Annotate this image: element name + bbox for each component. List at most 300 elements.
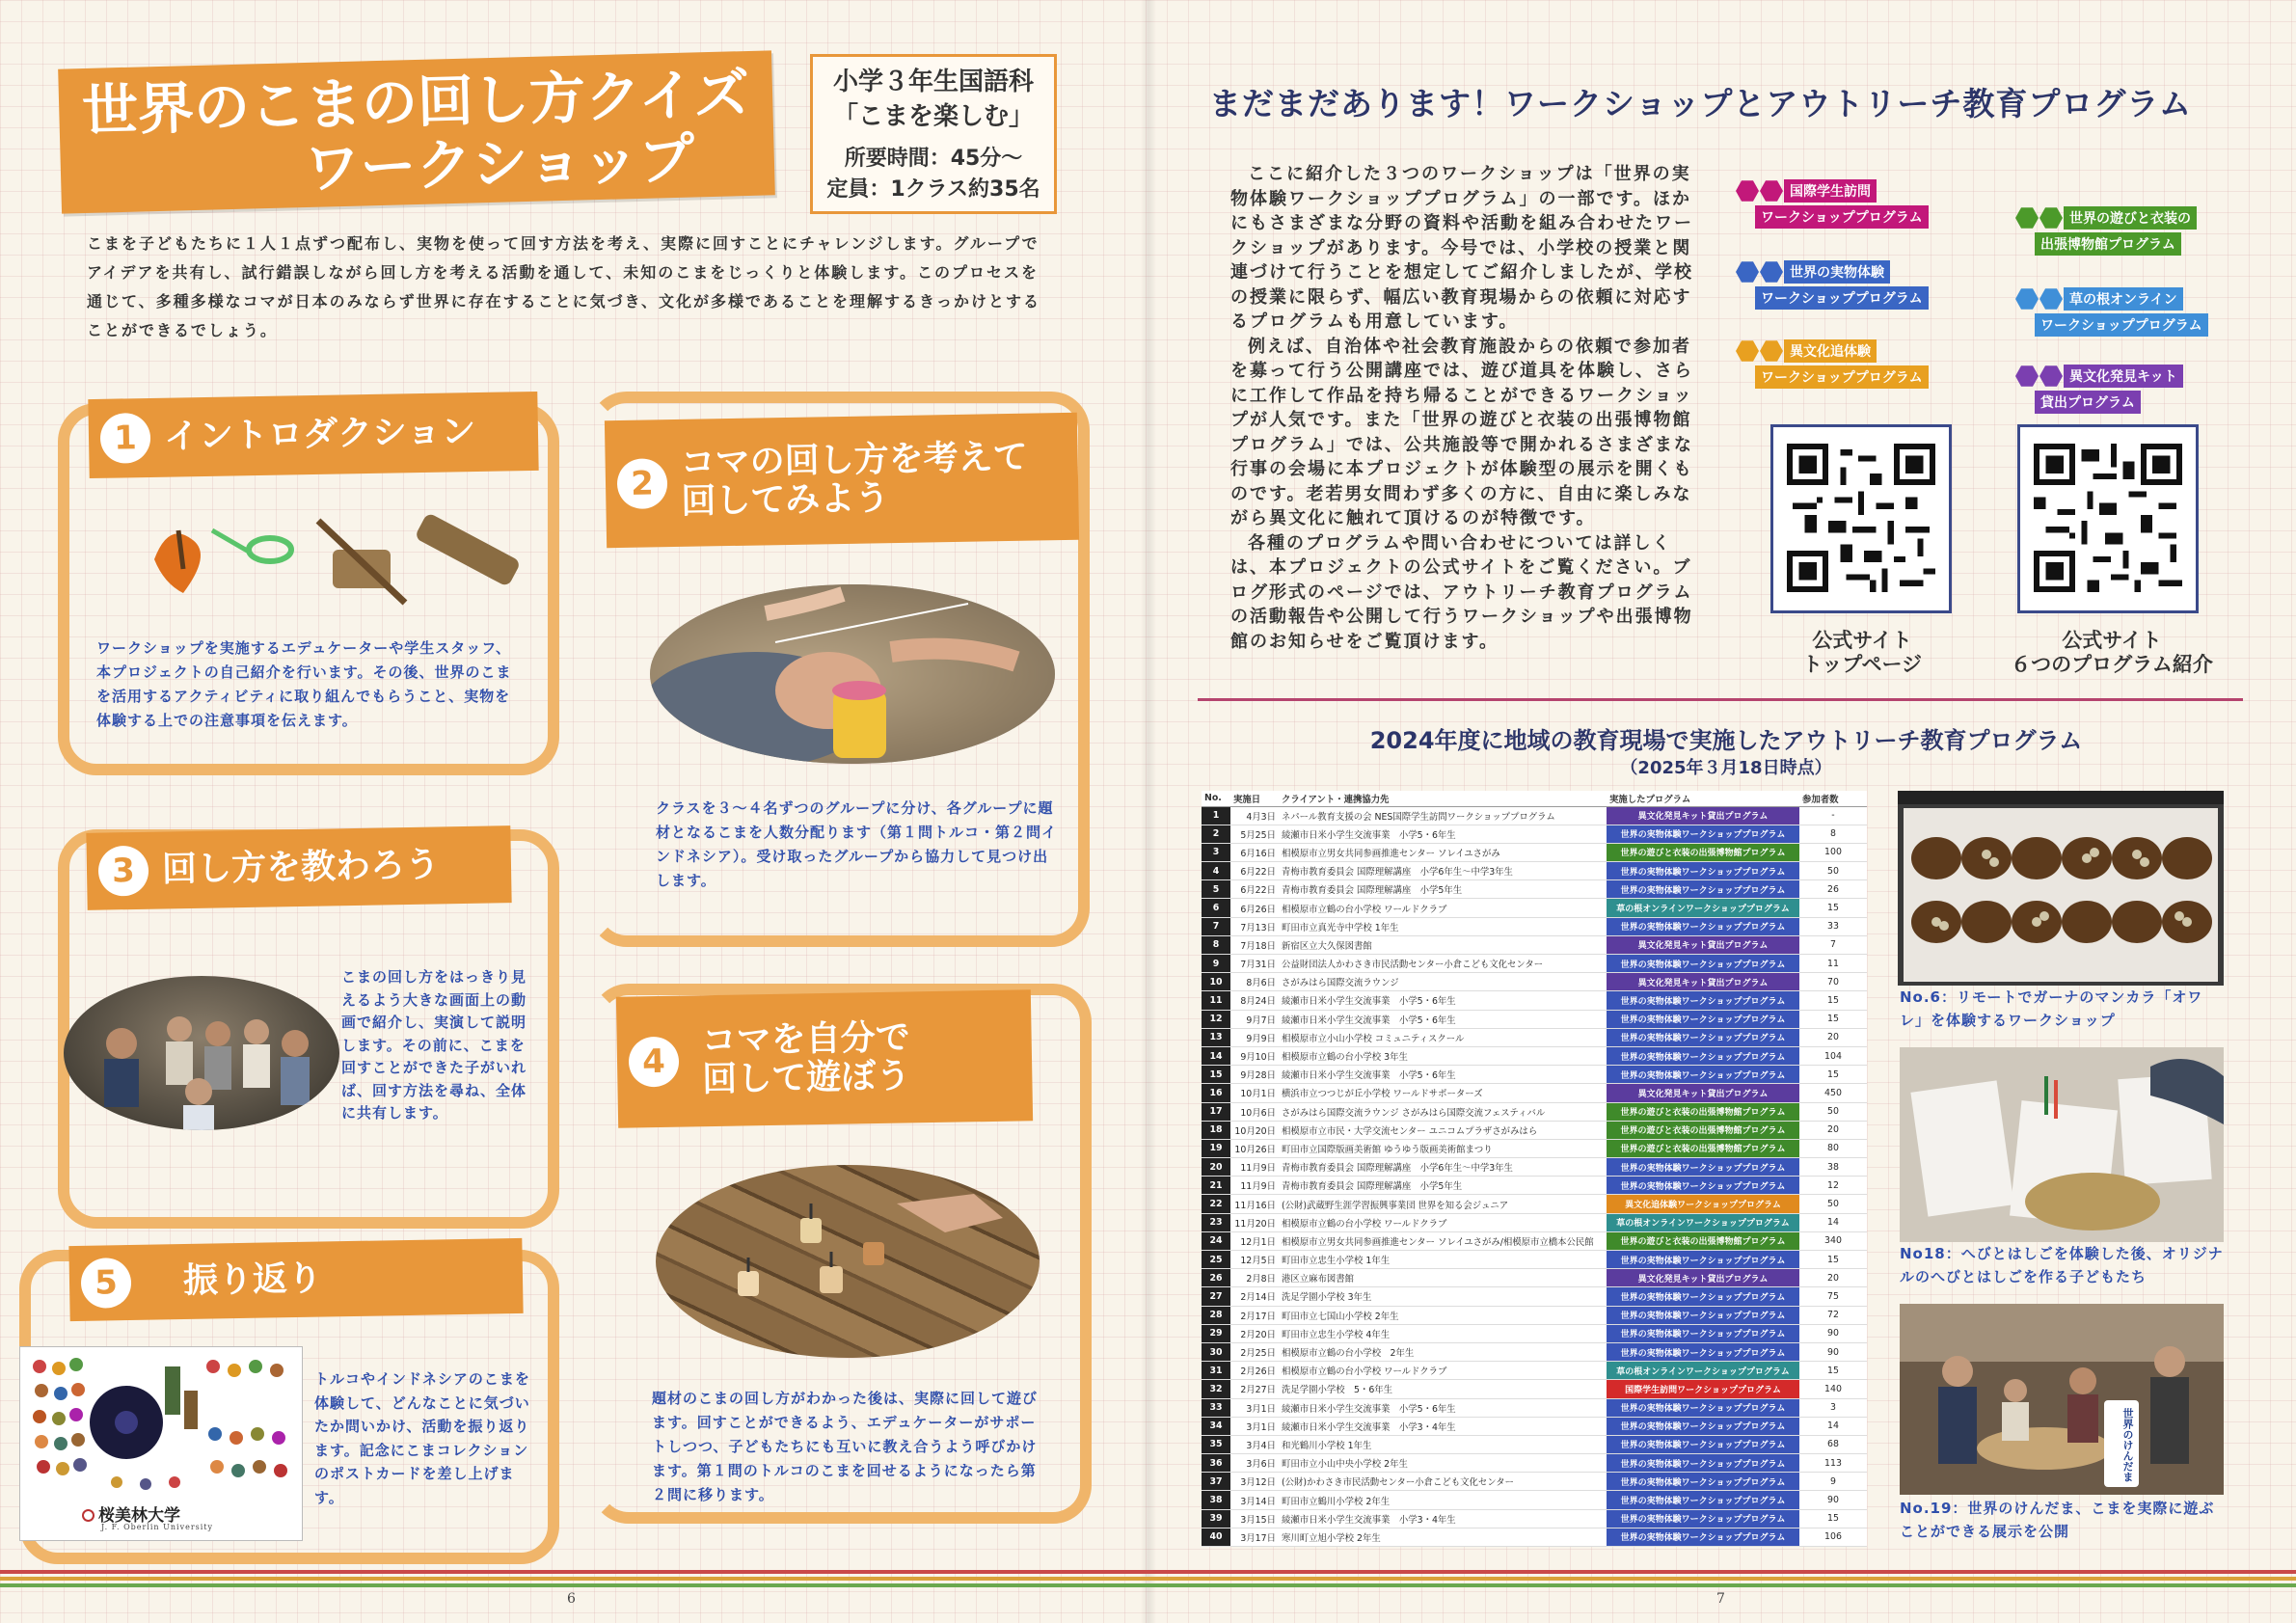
table-cell-client: 綾瀬市日米小学生交流事業 小学5・6年生 [1279, 1010, 1607, 1028]
program-tag-line2: ワークショッププログラム [1755, 286, 1929, 310]
page-number-right: 7 [1716, 1591, 1725, 1607]
table-cell-program: 世界の遊びと衣装の出張博物館プログラム [1607, 1139, 1799, 1157]
table-cell-program: 世界の実物体験ワークショッププログラム [1607, 1066, 1799, 1084]
table-cell-date: 6月22日 [1230, 880, 1279, 899]
qr-code-top-page[interactable] [1770, 424, 1952, 613]
program-tag-line1: 世界の実物体験 [1784, 260, 1890, 284]
outreach-table [1202, 791, 1867, 1547]
table-cell-client: 相模原市立鶴の台小学校 2年生 [1279, 1342, 1607, 1361]
step-1-number: 1 [100, 413, 151, 464]
table-cell-participants: 15 [1799, 991, 1867, 1010]
page-title-line2: ワークショップ [303, 125, 696, 203]
table-cell-participants: 70 [1799, 973, 1867, 991]
table-cell-participants: 50 [1799, 1102, 1867, 1121]
table-cell-program: 世界の実物体験ワークショッププログラム [1607, 1324, 1799, 1342]
table-cell-participants: 11 [1799, 955, 1867, 973]
table-cell-client: 港区立麻布図書館 [1279, 1269, 1607, 1287]
table-cell-participants: 20 [1799, 1028, 1867, 1046]
table-row [1202, 899, 1867, 917]
step-4-number: 4 [629, 1037, 680, 1088]
table-cell-client: 和光鶴川小学校 1年生 [1279, 1435, 1607, 1453]
table-row [1202, 955, 1867, 973]
table-cell-no: 28 [1202, 1306, 1230, 1324]
table-cell-program: 異文化発見キット貸出プログラム [1607, 973, 1799, 991]
table-cell-date: 3月4日 [1230, 1435, 1279, 1453]
step-3-number: 3 [98, 846, 149, 897]
table-row [1202, 825, 1867, 843]
page-title-line1: 世界のこまの回し方クイズ [81, 60, 751, 145]
bottom-stripes [0, 1570, 2296, 1587]
hex-icon [1736, 179, 1759, 203]
table-cell-no: 33 [1202, 1398, 1230, 1417]
table-cell-participants: 90 [1799, 1491, 1867, 1509]
table-cell-program: 世界の実物体験ワークショッププログラム [1607, 1528, 1799, 1546]
info-unit: 「こまを楽しむ」 [832, 102, 1034, 131]
table-cell-date: 7月13日 [1230, 917, 1279, 935]
hex-icon [2015, 206, 2039, 230]
program-tag-line2: 出張博物館プログラム [2035, 232, 2181, 256]
intro-text: こまを子どもたちに１人１点ずつ配布し、実物を使って回す方法を考え、実際に回すことにチャレンジします。グループでアイデアを共有し、試行錯誤しながら回し方を考える活動を通して、未知のこまをじっくりと体験します。このプロセスを通じて、多種多様なコマが日本のみならず世界に存在することに気づき、文化が多様であることを理解するきっかけとすることができるでしょう。 [87, 234, 1041, 339]
page-number-left: 6 [567, 1591, 576, 1607]
table-cell-program: 草の根オンラインワークショッププログラム [1607, 1213, 1799, 1231]
step-1-header [88, 392, 538, 478]
program-tag-line1: 国際学生訪問 [1784, 179, 1877, 203]
table-cell-client: さがみはら国際交流ラウンジ さがみはら国際交流フェスティバル [1279, 1102, 1607, 1121]
table-row [1202, 1102, 1867, 1121]
table-cell-program: 草の根オンラインワークショッププログラム [1607, 899, 1799, 917]
hex-icon [2039, 365, 2063, 388]
table-row [1202, 1380, 1867, 1398]
table-cell-participants: 15 [1799, 1010, 1867, 1028]
step-2-photo [650, 584, 1055, 764]
table-row [1202, 1324, 1867, 1342]
info-duration: 所要時間：45分〜 [844, 147, 1023, 171]
table-cell-no: 12 [1202, 1010, 1230, 1028]
table-cell-participants: 68 [1799, 1435, 1867, 1453]
table-cell-client: 相模原市立鶴の台小学校 ワールドクラブ [1279, 1362, 1607, 1380]
table-cell-no: 4 [1202, 862, 1230, 880]
table-cell-date: 4月3日 [1230, 806, 1279, 825]
table-cell-no: 39 [1202, 1509, 1230, 1528]
step-2-header [605, 413, 1079, 549]
table-cell-no: 34 [1202, 1417, 1230, 1435]
table-cell-client: 町田市立小山中央小学校 2年生 [1279, 1454, 1607, 1473]
table-row [1202, 1342, 1867, 1361]
qr-code-icon [2034, 441, 2182, 595]
right-page-title: まだまだあります！ワークショップとアウトリーチ教育プログラム [1209, 85, 2193, 122]
step-3-title: 回し方を教わろう [161, 845, 441, 890]
qr-code-icon [1787, 441, 1935, 595]
table-cell-program: 世界の実物体験ワークショッププログラム [1607, 1398, 1799, 1417]
table-cell-program: 世界の実物体験ワークショッププログラム [1607, 1306, 1799, 1324]
table-cell-date: 2月26日 [1230, 1362, 1279, 1380]
table-subtitle: （2025年３月18日時点） [1620, 758, 1832, 778]
table-cell-participants: 15 [1799, 1509, 1867, 1528]
table-cell-client: 相模原市立小山小学校 コミュニティスクール [1279, 1028, 1607, 1046]
hex-icon [2039, 206, 2063, 230]
photo-sign-text: 世界のけんだま [2121, 1408, 2134, 1482]
table-cell-no: 37 [1202, 1473, 1230, 1491]
table-row [1202, 1066, 1867, 1084]
table-row [1202, 1046, 1867, 1065]
table-cell-no: 5 [1202, 880, 1230, 899]
table-cell-client: 綾瀬市日米小学生交流事業 小学3・4年生 [1279, 1509, 1607, 1528]
table-row [1202, 843, 1867, 861]
table-cell-participants: - [1799, 806, 1867, 825]
program-tag-kit [2015, 365, 2183, 414]
table-cell-program: 世界の実物体験ワークショッププログラム [1607, 880, 1799, 899]
table-cell-date: 9月28日 [1230, 1066, 1279, 1084]
table-row [1202, 1435, 1867, 1453]
tops-collection-image [20, 1347, 302, 1501]
hex-icon [1760, 260, 1783, 284]
table-cell-no: 18 [1202, 1121, 1230, 1139]
photo-caption-2: No18：へびとはしごを体験した後、オリジナルのへびとはしごを作る子どもたち [1900, 1245, 2224, 1285]
table-row [1202, 1287, 1867, 1306]
table-cell-participants: 15 [1799, 1362, 1867, 1380]
table-cell-client: 町田市立真光寺中学校 1年生 [1279, 917, 1607, 935]
table-row [1202, 1491, 1867, 1509]
hex-icon [2015, 365, 2039, 388]
table-cell-no: 24 [1202, 1231, 1230, 1250]
table-cell-client: 町田市立忠生小学校 1年生 [1279, 1251, 1607, 1269]
table-row [1202, 1362, 1867, 1380]
table-cell-no: 16 [1202, 1084, 1230, 1102]
table-cell-program: 世界の実物体験ワークショッププログラム [1607, 1046, 1799, 1065]
table-row [1202, 806, 1867, 825]
table-cell-date: 10月6日 [1230, 1102, 1279, 1121]
table-cell-client: 相模原市立鶴の台小学校 ワールドクラブ [1279, 1213, 1607, 1231]
table-cell-client: 綾瀬市日米小学生交流事業 小学3・4年生 [1279, 1417, 1607, 1435]
table-cell-client: 相模原市立鶴の台小学校 ワールドクラブ [1279, 899, 1607, 917]
table-cell-date: 3月17日 [1230, 1528, 1279, 1546]
table-cell-client: 町田市立忠生小学校 4年生 [1279, 1324, 1607, 1342]
table-cell-program: 異文化発見キット貸出プログラム [1607, 806, 1799, 825]
table-cell-date: 6月22日 [1230, 862, 1279, 880]
hex-icon [2015, 287, 2039, 311]
table-row [1202, 1158, 1867, 1177]
table-cell-program: 世界の遊びと衣装の出張博物館プログラム [1607, 1121, 1799, 1139]
info-capacity: 定員：1クラス約35名 [826, 177, 1040, 202]
table-cell-client: 洗足学園小学校 5・6年生 [1279, 1380, 1607, 1398]
table-cell-participants: 104 [1799, 1046, 1867, 1065]
table-cell-participants: 15 [1799, 899, 1867, 917]
table-cell-date: 2月20日 [1230, 1324, 1279, 1342]
table-cell-program: 草の根オンラインワークショッププログラム [1607, 1362, 1799, 1380]
table-cell-participants: 20 [1799, 1269, 1867, 1287]
table-row [1202, 1121, 1867, 1139]
table-cell-date: 7月31日 [1230, 955, 1279, 973]
table-cell-date: 9月9日 [1230, 1028, 1279, 1046]
table-cell-no: 9 [1202, 955, 1230, 973]
table-cell-date: 10月1日 [1230, 1084, 1279, 1102]
table-cell-client: (公財)武蔵野生涯学習振興事業団 世界を知る会ジュニア [1279, 1195, 1607, 1213]
university-logo-icon [82, 1509, 95, 1522]
table-row [1202, 991, 1867, 1010]
table-cell-participants: 12 [1799, 1177, 1867, 1195]
step-5-number: 5 [81, 1258, 132, 1309]
table-body [1202, 806, 1867, 1547]
table-cell-client: 相模原市立市民・大学交流センター ユニコムプラザさがみはら [1279, 1121, 1607, 1139]
table-row [1202, 1417, 1867, 1435]
table-cell-client: 町田市立鶴川小学校 2年生 [1279, 1491, 1607, 1509]
program-tag-line2: ワークショッププログラム [1755, 365, 1929, 389]
table-cell-program: 世界の実物体験ワークショッププログラム [1607, 825, 1799, 843]
table-cell-program: 世界の実物体験ワークショッププログラム [1607, 862, 1799, 880]
table-row [1202, 1269, 1867, 1287]
table-cell-program: 世界の実物体験ワークショッププログラム [1607, 1509, 1799, 1528]
hex-icon [2039, 287, 2063, 311]
table-cell-no: 29 [1202, 1324, 1230, 1342]
step-1-text: ワークショップを実施するエデュケーターや学生スタッフ、本プロジェクトの自己紹介を行います。その後、世界のこまを活用するアクティビティに取り組んでもらうこと、実物を体験する上での注意事項を伝えます。 [96, 639, 512, 729]
program-tag-line1: 異文化追体験 [1784, 339, 1877, 363]
table-cell-client: 青梅市教育委員会 国際理解講座 小学5年生 [1279, 880, 1607, 899]
col-header-date: 実施日 [1230, 791, 1279, 806]
table-cell-date: 10月26日 [1230, 1139, 1279, 1157]
program-tag-line2: ワークショッププログラム [2035, 313, 2208, 337]
table-cell-participants: 3 [1799, 1398, 1867, 1417]
table-cell-program: 異文化発見キット貸出プログラム [1607, 1269, 1799, 1287]
table-cell-no: 1 [1202, 806, 1230, 825]
hex-icon [1736, 339, 1759, 363]
program-tag-line1: 世界の遊びと衣装の [2064, 206, 2197, 230]
table-row [1202, 1306, 1867, 1324]
table-cell-date: 5月25日 [1230, 825, 1279, 843]
table-row [1202, 1139, 1867, 1157]
body-paragraph: 各種のプログラムや問い合わせについては詳しくは、本プロジェクトの公式サイトをご覧ください。ブログ形式のページでは、アウトリーチ教育プログラムの活動報告や公開して行うワークショップや出張博物館のお知らせをご覧頂けます。 [1230, 532, 1693, 652]
step-2-text: クラスを３～４名ずつのグループに分け、各グループに題材となるこまを人数分配ります（第１問トルコ・第２問インドネシア）。受け取ったグループから協力して見つけ出します。 [656, 799, 1058, 889]
table-cell-no: 32 [1202, 1380, 1230, 1398]
table-cell-client: 寒川町立旭小学校 2年生 [1279, 1528, 1607, 1546]
program-tag-museum [2015, 206, 2197, 256]
table-cell-participants: 7 [1799, 935, 1867, 954]
step-2-title-line2: 回してみよう [681, 478, 890, 522]
table-row [1202, 1010, 1867, 1028]
table-row [1202, 1231, 1867, 1250]
table-cell-participants: 15 [1799, 1066, 1867, 1084]
table-cell-date: 11月9日 [1230, 1177, 1279, 1195]
table-cell-date: 12月1日 [1230, 1231, 1279, 1250]
info-box [810, 54, 1057, 214]
table-cell-no: 10 [1202, 973, 1230, 991]
table-cell-participants: 113 [1799, 1454, 1867, 1473]
table-cell-participants: 50 [1799, 862, 1867, 880]
table-row [1202, 1028, 1867, 1046]
table-cell-no: 27 [1202, 1287, 1230, 1306]
table-cell-no: 3 [1202, 843, 1230, 861]
table-cell-participants: 26 [1799, 880, 1867, 899]
step-4-photo [656, 1165, 1040, 1358]
spinning-tops-illustration [125, 501, 530, 608]
col-header-program: 実施したプログラム [1607, 791, 1799, 806]
table-cell-client: 町田市立七国山小学校 2年生 [1279, 1306, 1607, 1324]
table-cell-no: 22 [1202, 1195, 1230, 1213]
table-cell-date: 11月9日 [1230, 1158, 1279, 1177]
table-cell-date: 3月15日 [1230, 1509, 1279, 1528]
table-cell-client: 新宿区立大久保図書館 [1279, 935, 1607, 954]
table-cell-no: 15 [1202, 1066, 1230, 1084]
table-cell-client: ネパール教育支援の会 NES国際学生訪問ワークショッププログラム [1279, 806, 1607, 825]
table-cell-date: 3月6日 [1230, 1454, 1279, 1473]
table-cell-date: 2月14日 [1230, 1287, 1279, 1306]
table-cell-date: 9月10日 [1230, 1046, 1279, 1065]
table-cell-program: 世界の遊びと衣装の出張博物館プログラム [1607, 1231, 1799, 1250]
table-cell-program: 異文化発見キット貸出プログラム [1607, 1084, 1799, 1102]
table-cell-no: 31 [1202, 1362, 1230, 1380]
col-header-participants: 参加者数 [1799, 791, 1867, 806]
table-cell-date: 2月27日 [1230, 1380, 1279, 1398]
qr-code-programs[interactable] [2017, 424, 2199, 613]
table-cell-participants: 72 [1799, 1306, 1867, 1324]
table-cell-date: 3月14日 [1230, 1491, 1279, 1509]
table-cell-no: 7 [1202, 917, 1230, 935]
table-cell-no: 35 [1202, 1435, 1230, 1453]
step-3-header [86, 825, 511, 910]
step-4-text: 題材のこまの回し方がわかった後は、実際に回して遊びます。回すことができるよう、エデュケーターがサポートしつつ、子どもたちにも互いに教え合うよう呼びかけます。第１問のトルコのこまを回せるようになったら第２問に移ります。 [652, 1390, 1039, 1503]
table-row [1202, 1509, 1867, 1528]
table-row [1202, 880, 1867, 899]
table-cell-participants: 15 [1799, 1251, 1867, 1269]
qr-label-programs: 公式サイト ６つのプログラム紹介 [2011, 629, 2213, 676]
table-cell-program: 世界の実物体験ワークショッププログラム [1607, 1251, 1799, 1269]
table-cell-no: 20 [1202, 1158, 1230, 1177]
table-cell-no: 21 [1202, 1177, 1230, 1195]
program-tag-line2: ワークショッププログラム [1755, 205, 1929, 229]
table-cell-no: 40 [1202, 1528, 1230, 1546]
hex-icon [1760, 339, 1783, 363]
table-cell-program: 世界の実物体験ワークショッププログラム [1607, 917, 1799, 935]
table-cell-program: 世界の実物体験ワークショッププログラム [1607, 955, 1799, 973]
program-tag-kokusai [1736, 179, 1929, 229]
step-4-title-line2: 回して遊ぼう [702, 1056, 911, 1100]
table-cell-program: 世界の実物体験ワークショッププログラム [1607, 1287, 1799, 1306]
table-cell-date: 8月24日 [1230, 991, 1279, 1010]
photo-caption-1: No.6：リモートでガーナのマンカラ「オワレ」を体験するワークショップ [1900, 988, 2203, 1029]
table-cell-date: 6月16日 [1230, 843, 1279, 861]
step-5-text: トルコやインドネシアのこまを体験して、どんなことに気づいたか問いかけ、活動を振り返ります。記念にこまコレクションのポストカードを差し上げます。 [314, 1370, 530, 1506]
table-cell-program: 世界の遊びと衣装の出張博物館プログラム [1607, 843, 1799, 861]
table-cell-no: 6 [1202, 899, 1230, 917]
table-cell-program: 異文化発見キット貸出プログラム [1607, 935, 1799, 954]
table-cell-client: 町田市立国際版画美術館 ゆうゆう版画美術館まつり [1279, 1139, 1607, 1157]
table-cell-date: 8月6日 [1230, 973, 1279, 991]
program-tag-online [2015, 287, 2208, 337]
table-cell-client: 綾瀬市日米小学生交流事業 小学5・6年生 [1279, 825, 1607, 843]
table-cell-date: 7月18日 [1230, 935, 1279, 954]
table-row [1202, 935, 1867, 954]
table-cell-no: 11 [1202, 991, 1230, 1010]
table-cell-no: 36 [1202, 1454, 1230, 1473]
table-cell-client: 相模原市立男女共同参画推進センター ソレイユさがみ/相模原市立橋本公民館 [1279, 1231, 1607, 1250]
table-cell-no: 38 [1202, 1491, 1230, 1509]
table-cell-no: 2 [1202, 825, 1230, 843]
table-cell-client: 相模原市立鶴の台小学校 3年生 [1279, 1046, 1607, 1065]
table-cell-client: 青梅市教育委員会 国際理解講座 小学5年生 [1279, 1177, 1607, 1195]
table-row [1202, 1213, 1867, 1231]
table-cell-participants: 100 [1799, 843, 1867, 861]
table-cell-date: 3月12日 [1230, 1473, 1279, 1491]
table-cell-client: さがみはら国際交流ラウンジ [1279, 973, 1607, 991]
photo-caption-3: No.19：世界のけんだま、こまを実際に遊ぶことができる展示を公開 [1900, 1500, 2215, 1540]
page-title-block [58, 50, 775, 213]
table-cell-client: 青梅市教育委員会 国際理解講座 小学6年生〜中学3年生 [1279, 862, 1607, 880]
table-cell-date: 9月7日 [1230, 1010, 1279, 1028]
table-row [1202, 1084, 1867, 1102]
table-cell-program: 世界の実物体験ワークショッププログラム [1607, 991, 1799, 1010]
table-cell-participants: 106 [1799, 1528, 1867, 1546]
step-1-title: イントロダクション [163, 412, 476, 457]
table-cell-client: 相模原市立男女共同参画推進センター ソレイユさがみ [1279, 843, 1607, 861]
qr-label-top-page: 公式サイト トップページ [1801, 629, 1923, 676]
table-cell-program: 世界の実物体験ワークショッププログラム [1607, 1177, 1799, 1195]
program-tag-line2: 貸出プログラム [2035, 391, 2141, 414]
program-tags [1736, 179, 2266, 411]
table-cell-date: 10月20日 [1230, 1121, 1279, 1139]
photo-kendama-exhibit [1900, 1304, 2224, 1495]
table-cell-no: 17 [1202, 1102, 1230, 1121]
table-cell-no: 8 [1202, 935, 1230, 954]
table-cell-participants: 450 [1799, 1084, 1867, 1102]
table-cell-client: 青梅市教育委員会 国際理解講座 小学6年生〜中学3年生 [1279, 1158, 1607, 1177]
photo-mancala [1898, 791, 2224, 986]
table-cell-client: 綾瀬市日米小学生交流事業 小学5・6年生 [1279, 991, 1607, 1010]
step-4-title-line1: コマを自分で [701, 1017, 911, 1062]
table-cell-date: 6月26日 [1230, 899, 1279, 917]
step-5-title: 振り返り [182, 1258, 323, 1302]
table-row [1202, 1177, 1867, 1195]
table-cell-participants: 50 [1799, 1195, 1867, 1213]
table-cell-date: 11月20日 [1230, 1213, 1279, 1231]
hex-icon [1736, 260, 1759, 284]
table-cell-program: 世界の実物体験ワークショッププログラム [1607, 1491, 1799, 1509]
table-cell-date: 2月8日 [1230, 1269, 1279, 1287]
table-cell-participants: 14 [1799, 1213, 1867, 1231]
table-cell-no: 19 [1202, 1139, 1230, 1157]
table-cell-program: 世界の実物体験ワークショッププログラム [1607, 1435, 1799, 1453]
table-cell-program: 国際学生訪問ワークショッププログラム [1607, 1380, 1799, 1398]
table-cell-program: 異文化追体験ワークショッププログラム [1607, 1195, 1799, 1213]
table-row [1202, 1528, 1867, 1546]
photo-snakes-ladders [1900, 1047, 2224, 1242]
table-cell-no: 26 [1202, 1269, 1230, 1287]
col-header-client: クライアント・連携協力先 [1279, 791, 1607, 806]
table-cell-participants: 9 [1799, 1473, 1867, 1491]
table-cell-program: 世界の実物体験ワークショッププログラム [1607, 1158, 1799, 1177]
table-cell-program: 世界の実物体験ワークショッププログラム [1607, 1342, 1799, 1361]
body-paragraph: 例えば、自治体や社会教育施設からの依頼で参加者を募って行う公開講座では、遊び道具を体験し、さらに工作して作品を持ち帰ることができるワークショップが人気です。また「世界の遊びと衣装の出張博物館プログラム」では、公共施設等で開かれるさまざまな行事の会場に本プロジェクトが体験型の展示を開くものです。老若男女問わず多くの方に、自由に楽しみながら異文化に触れて頂けるのが特徴です。 [1230, 336, 1693, 528]
table-cell-program: 世界の実物体験ワークショッププログラム [1607, 1454, 1799, 1473]
step-2-title-line1: コマの回し方を考えて [680, 437, 1028, 483]
table-cell-client: (公財)かわさき市民活動センター小倉こども文化センター [1279, 1473, 1607, 1491]
table-cell-program: 世界の遊びと衣装の出張博物館プログラム [1607, 1102, 1799, 1121]
program-tag-tsuitaiken [1736, 339, 1929, 389]
table-title: 2024年度に地域の教育現場で実施したアウトリーチ教育プログラム [1369, 727, 2083, 754]
table-cell-participants: 20 [1799, 1121, 1867, 1139]
hex-icon [1760, 179, 1783, 203]
table-cell-client: 綾瀬市日米小学生交流事業 小学5・6年生 [1279, 1066, 1607, 1084]
table-cell-date: 3月1日 [1230, 1398, 1279, 1417]
table-cell-date: 2月17日 [1230, 1306, 1279, 1324]
table-cell-client: 公益財団法人かわさき市民活動センター小倉こども文化センター [1279, 955, 1607, 973]
table-row [1202, 862, 1867, 880]
postcard [19, 1346, 303, 1541]
table-cell-date: 3月1日 [1230, 1417, 1279, 1435]
table-row [1202, 1473, 1867, 1491]
program-tag-line1: 異文化発見キット [2064, 365, 2183, 388]
table-cell-no: 14 [1202, 1046, 1230, 1065]
program-tag-jitsubutsu [1736, 260, 1929, 310]
right-body-text [1230, 162, 1707, 654]
